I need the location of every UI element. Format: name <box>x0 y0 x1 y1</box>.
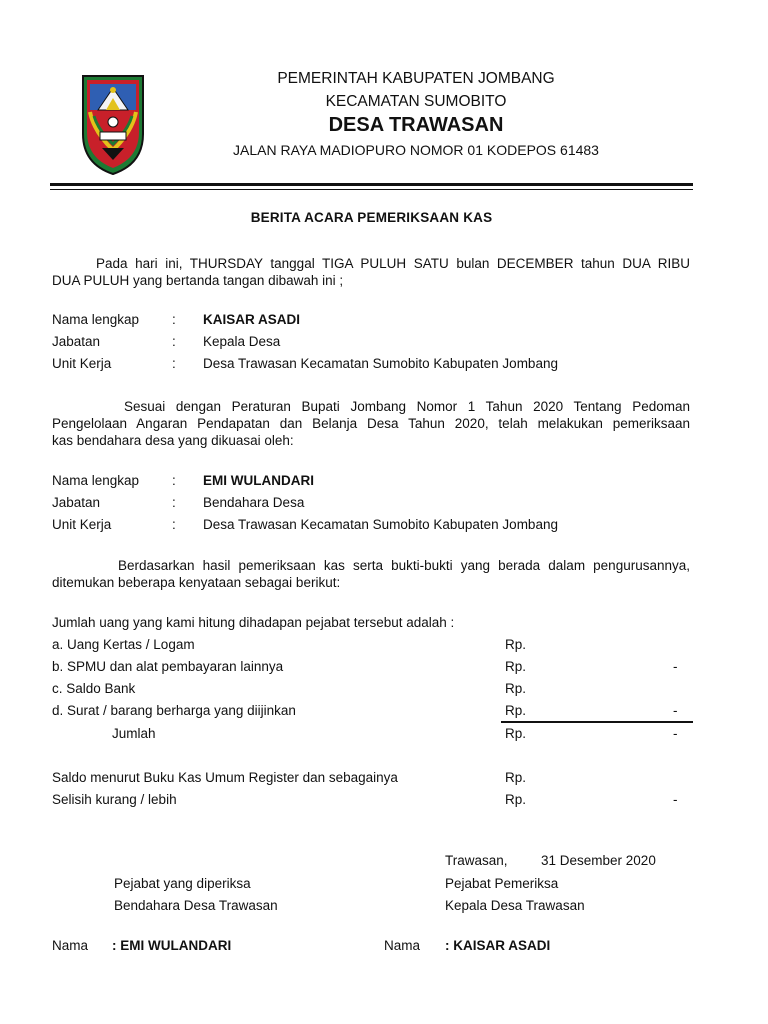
examiner-position-value: Kepala Desa <box>203 334 281 349</box>
regulation-line-2: Pengelolaan Angaran Pendapatan dan Belanja Desa Tahun 2020, telah melakukan pemeriksaan <box>52 416 690 431</box>
header-divider-thick <box>50 183 693 186</box>
examiner-unit-colon: : <box>172 356 176 371</box>
cash-item-label: d. Surat / barang berharga yang diijinkan <box>52 703 296 718</box>
examiner-name-colon: : <box>172 312 176 327</box>
findings-paragraph <box>52 557 690 591</box>
regulation-line-1: Sesuai dengan Peraturan Bupati Jombang Nomor 1 Tahun 2020 Tentang Pedoman <box>124 399 690 414</box>
cash-item-value: - <box>673 659 678 674</box>
examiner-unit-label: Unit Kerja <box>52 356 112 371</box>
cash-item-label: c. Saldo Bank <box>52 681 136 696</box>
treasurer-unit-colon: : <box>172 517 176 532</box>
treasurer-position-value: Bendahara Desa <box>203 495 305 510</box>
signature-date: 31 Desember 2020 <box>541 853 656 868</box>
intro-paragraph <box>52 255 690 289</box>
right-signer-office: Kepala Desa Trawasan <box>445 898 585 913</box>
regulation-paragraph <box>52 398 690 449</box>
cash-item-currency: Rp. <box>505 703 527 718</box>
cash-intro: Jumlah uang yang kami hitung dihadapan pejabat tersebut adalah : <box>52 615 455 630</box>
selisih-label: Selisih kurang / lebih <box>52 792 177 807</box>
findings-line-1: Berdasarkan hasil pemeriksaan kas serta bukti-bukti yang berada dalam pengurusannya, <box>118 558 690 573</box>
header-divider-thin <box>50 189 693 190</box>
examiner-name-value: KAISAR ASADI <box>203 312 301 327</box>
intro-line-2: DUA PULUH yang bertanda tangan dibawah ini ; <box>52 273 344 288</box>
selisih-currency: Rp. <box>505 792 527 807</box>
cash-item-value: - <box>673 703 678 718</box>
regulation-line-3: kas bendahara desa yang dikuasai oleh: <box>52 433 294 448</box>
findings-line-2: ditemukan beberapa kenyataan sebagai berikut: <box>52 575 341 590</box>
coat-of-arms-icon <box>80 72 146 176</box>
right-signer-role: Pejabat Pemeriksa <box>445 876 559 891</box>
saldo-label: Saldo menurut Buku Kas Umum Register dan sebagainya <box>52 770 398 785</box>
treasurer-unit-value: Desa Trawasan Kecamatan Sumobito Kabupaten Jombang <box>203 517 558 532</box>
left-signer-role: Pejabat yang diperiksa <box>114 876 251 891</box>
examiner-position-colon: : <box>172 334 176 349</box>
sum-underline <box>501 721 693 723</box>
treasurer-name-label: Nama lengkap <box>52 473 140 488</box>
right-signer-name: : KAISAR ASADI <box>445 938 551 953</box>
cash-item-currency: Rp. <box>505 659 527 674</box>
intro-line-1: Pada hari ini, THURSDAY tanggal TIGA PULUH SATU bulan DECEMBER tahun DUA RIBU <box>96 256 690 271</box>
left-name-label: Nama <box>52 938 89 953</box>
document-title: BERITA ACARA PEMERIKSAAN KAS <box>250 210 493 225</box>
district-name: KECAMATAN SUMOBITO <box>325 93 507 110</box>
cash-item-label: b. SPMU dan alat pembayaran lainnya <box>52 659 284 674</box>
cash-item-label: a. Uang Kertas / Logam <box>52 637 195 652</box>
left-signer-name: : EMI WULANDARI <box>112 938 232 953</box>
left-signer-office: Bendahara Desa Trawasan <box>114 898 278 913</box>
selisih-value: - <box>673 792 678 807</box>
total-label: Jumlah <box>112 726 156 741</box>
jombang-coat-of-arms-logo <box>80 72 146 176</box>
signature-place: Trawasan, <box>445 853 508 868</box>
treasurer-position-colon: : <box>172 495 176 510</box>
examiner-unit-value: Desa Trawasan Kecamatan Sumobito Kabupaten Jombang <box>203 356 558 371</box>
examiner-position-label: Jabatan <box>52 334 101 349</box>
treasurer-name-colon: : <box>172 473 176 488</box>
total-value: - <box>673 726 678 741</box>
right-name-label: Nama <box>384 938 421 953</box>
cash-item-currency: Rp. <box>505 681 527 696</box>
village-name: DESA TRAWASAN <box>328 114 504 136</box>
treasurer-position-label: Jabatan <box>52 495 101 510</box>
government-name: PEMERINTAH KABUPATEN JOMBANG <box>277 70 555 87</box>
cash-item-currency: Rp. <box>505 637 527 652</box>
treasurer-unit-label: Unit Kerja <box>52 517 112 532</box>
village-address: JALAN RAYA MADIOPURO NOMOR 01 KODEPOS 61483 <box>233 142 599 158</box>
treasurer-name-value: EMI WULANDARI <box>203 473 314 488</box>
saldo-currency: Rp. <box>505 770 527 785</box>
examiner-name-label: Nama lengkap <box>52 312 140 327</box>
total-currency: Rp. <box>505 726 527 741</box>
